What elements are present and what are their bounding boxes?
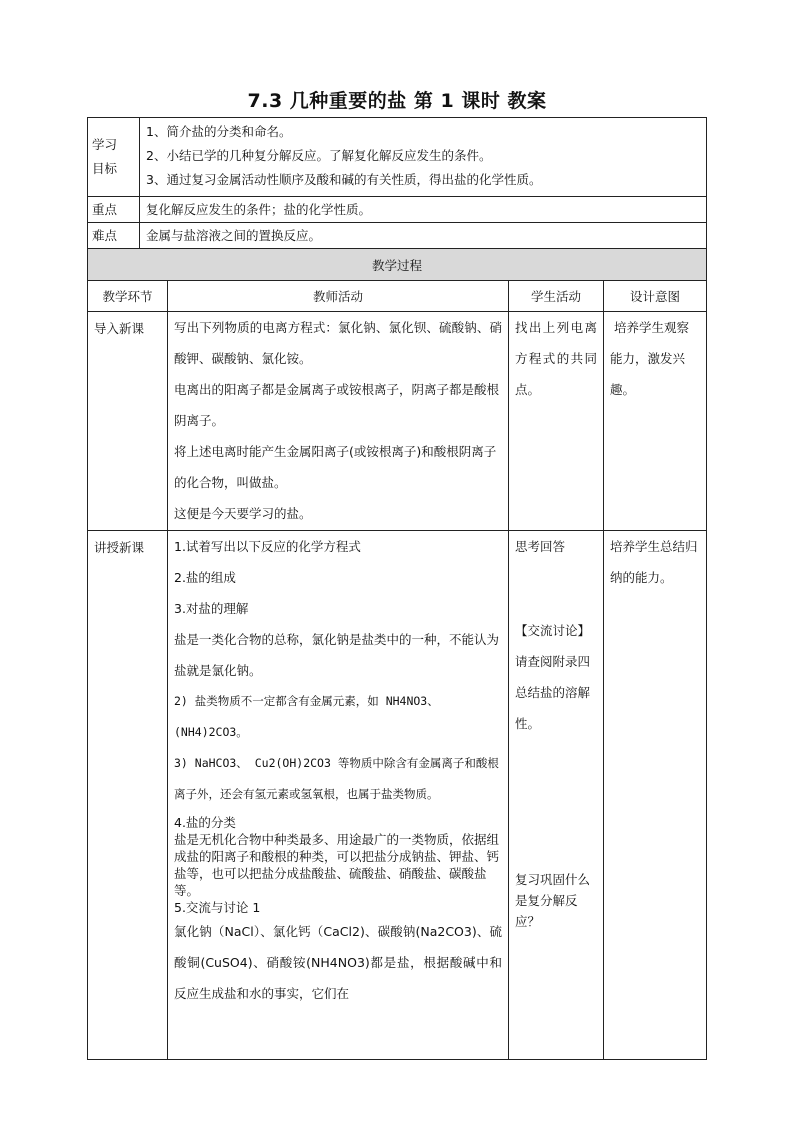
intro-teacher-line: 电离出的阳离子都是金属离子或铵根离子，阴离子都是酸根阴离子。: [174, 382, 500, 428]
lecture-student-discussion: 总结盐的溶解性。: [515, 685, 591, 731]
intro-stage: 导入新课: [88, 312, 168, 531]
objective-item: 3、通过复习金属活动性顺序及酸和碱的有关性质，得出盐的化学性质。: [146, 172, 542, 187]
lecture-teacher-line: 4.盐的分类: [174, 815, 236, 830]
intro-row: [88, 312, 707, 531]
lecture-teacher-line: 氯化钠（NaCl）、氯化钙（CaCl2)、碳酸钠(Na2CO3)、硫酸铜(CuSO4)、硝酸铵(NH4NO3)都是盐，根据酸碱中和反应生成盐和水的事实，它们在: [174, 924, 502, 1001]
lecture-row: [88, 531, 707, 1060]
lecture-teacher-line: 盐是一类化合物的总称，氯化钠是盐类中的一种，不能认为盐就是氯化钠。: [174, 632, 500, 678]
intro-teacher-line: 这便是今天要学习的盐。: [174, 506, 312, 521]
column-header: 教学环节: [88, 281, 168, 312]
process-header: 教学过程: [88, 249, 707, 281]
column-header: 教师活动: [168, 281, 509, 312]
intro-teacher-line: 将上述电离时能产生金属阳离子(或铵根离子)和酸根阴离子的化合物，叫做盐。: [174, 444, 497, 490]
objectives-content: [140, 118, 707, 197]
column-header-row: [88, 281, 707, 312]
intro-student: 找出上列电离方程式的共同点。: [509, 312, 604, 531]
column-header: 设计意图: [604, 281, 707, 312]
lecture-student-discussion: 请查阅附录四: [515, 654, 591, 669]
column-header: 学生活动: [509, 281, 604, 312]
objective-item: 1、简介盐的分类和命名。: [146, 124, 292, 139]
key-point-row: [88, 197, 707, 223]
lecture-teacher-line: 2) 盐类物质不一定都含有金属元素，如 NH4NO3、(NH4)2CO3。: [174, 694, 439, 739]
lecture-teacher-line: 盐是无机化合物中种类最多、用途最广的一类物质，依据组成盐的阳离子和酸根的种类，可以把盐分成钠盐、钾盐、钙盐等，也可以把盐分成盐酸盐、硫酸盐、硝酸盐、碳酸盐等。: [174, 832, 500, 898]
intro-teacher: [168, 312, 509, 531]
difficulty-label: 难点: [88, 223, 140, 249]
objectives-label: 学习目标: [88, 118, 140, 197]
lecture-teacher-line: 3) NaHCO3、 Cu2(OH)2CO3 等物质中除含有金属离子和酸根离子外，还会有氢元素或氢氧根，也属于盐类物质。: [174, 756, 499, 801]
lecture-teacher-line: 1.试着写出以下反应的化学方程式: [174, 539, 361, 554]
lecture-teacher-line: 5.交流与讨论 1: [174, 900, 261, 915]
lecture-student: [509, 531, 604, 1060]
lecture-student-answer: 思考回答: [515, 539, 566, 554]
difficulty-text: 金属与盐溶液之间的置换反应。: [140, 223, 707, 249]
lecture-teacher-line: 3.对盐的理解: [174, 601, 249, 616]
key-point-text: 复化解反应发生的条件；盐的化学性质。: [140, 197, 707, 223]
intro-teacher-line: 写出下列物质的电离方程式：氯化钠、氯化钡、硫酸钠、硝酸钾、碳酸钠、氯化铵。: [174, 320, 502, 366]
lesson-plan-table: [87, 117, 707, 1060]
key-point-label: 重点: [88, 197, 140, 223]
lecture-stage: 讲授新课: [88, 531, 168, 1060]
lecture-student-discussion: 【交流讨论】: [515, 623, 591, 638]
process-header-row: [88, 249, 707, 281]
lecture-teacher-line: 2.盐的组成: [174, 570, 236, 585]
intro-intent: 培养学生观察能力，激发兴趣。: [604, 312, 707, 531]
objectives-row: [88, 118, 707, 197]
lecture-student-review: 复习巩固什么是复分解反应？: [515, 872, 591, 929]
lecture-intent: 培养学生总结归纳的能力。: [604, 531, 707, 1060]
objective-item: 2、小结已学的几种复分解反应。了解复化解反应发生的条件。: [146, 148, 492, 163]
difficulty-row: [88, 223, 707, 249]
lecture-teacher: [168, 531, 509, 1060]
page-title: 7.3 几种重要的盐 第 1 课时 教案: [247, 90, 547, 112]
